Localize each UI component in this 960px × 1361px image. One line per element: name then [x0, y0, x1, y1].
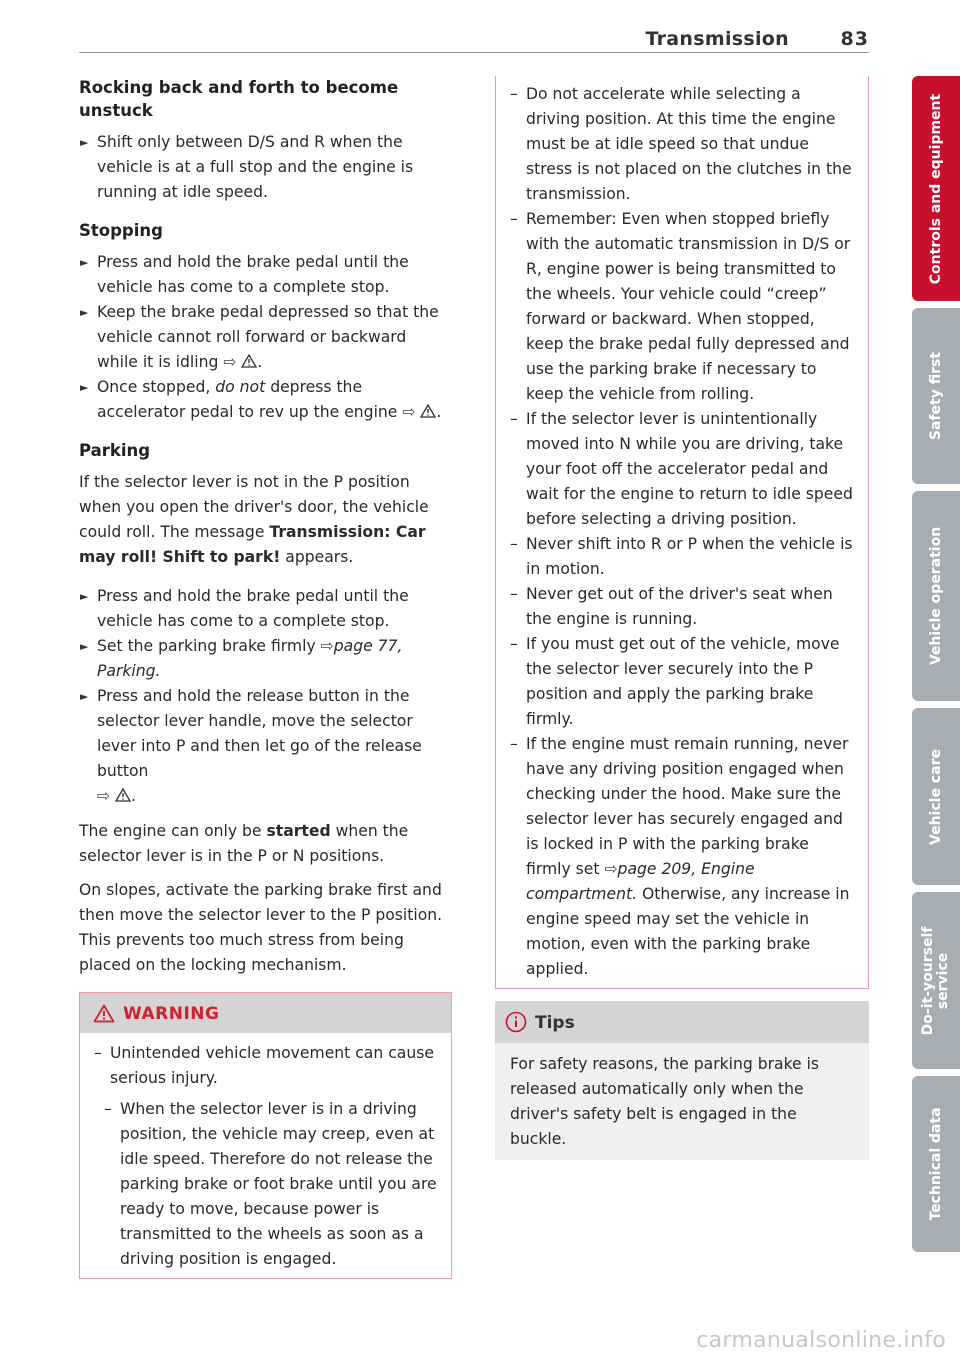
warning-item-text: Do not accelerate while selecting a driving position. At this time the engine must be at idle speed so that undue stress is not placed on the clutches in the transmission.	[526, 85, 852, 203]
slopes-note: On slopes, activate the parking brake first and then move the selector lever to the P position. This prevents too much stress from being placed on the locking mechanism.	[79, 881, 443, 974]
start-note-bold: started	[266, 822, 331, 840]
tab-vehicle-care[interactable]	[912, 708, 960, 885]
step-item	[79, 250, 452, 300]
left-column	[79, 76, 452, 1279]
warning-triangle-icon[interactable]	[241, 354, 257, 368]
warning-triangle-icon[interactable]	[115, 788, 131, 802]
warning-item	[94, 1041, 437, 1091]
step-text-post: depress the accelerator pedal to rev up the engine	[97, 378, 398, 421]
warning-item-text: When the selector lever is in a driving position, the vehicle may creep, even at idle speed. Therefore do not release the parking brake or foot brake until you are ready to move, because power is transmitted to the wheels as soon as a driving position is engaged.	[120, 1100, 437, 1268]
start-note-post: when the selector lever is in the P or N positions.	[79, 822, 409, 865]
step-item: ► Keep the brake pedal depressed so that the vehicle cannot roll forward or backward while it is idling ⇨ .	[79, 300, 452, 375]
parking-intro-text: If the selector lever is not in the P position when you open the driver's door, the vehicle could roll. The message	[79, 473, 429, 541]
info-icon	[505, 1011, 527, 1033]
dash-marker: –	[104, 1100, 112, 1118]
tips-title: Tips	[535, 1013, 575, 1033]
step-text: Set the parking brake firmly	[97, 637, 316, 655]
dash-marker: –	[510, 735, 518, 753]
tab-label: Technical data	[928, 1107, 944, 1221]
warning-item-text: Remember: Even when stopped briefly with the automatic transmission in D/S or R, engine power is being transmitted to the wheels. Your vehicle could “creep” forward or backward. When stopped, keep the brake pedal fully depressed and use the parking brake if necessary to keep the vehicle from rolling.	[526, 210, 851, 403]
parking-intro	[79, 470, 452, 570]
dash-marker: –	[94, 1044, 102, 1062]
page-reference-link[interactable]: page 209, Engine compartment.	[526, 860, 755, 903]
rocking-steps	[79, 130, 452, 205]
tab-vehicle-operation[interactable]	[912, 491, 960, 701]
warning-item-text-end: Otherwise, any increase in engine speed may set the vehicle in motion, even with the parking brake applied.	[526, 885, 850, 978]
warning-continued-box	[495, 76, 869, 989]
heading-stopping: Stopping	[79, 221, 163, 240]
warning-item-text: If the engine must remain running, never have any driving position engaged when checking under the hood. Make sure the selector lever has securely engaged and is locked in P with the parking brake firmly set	[526, 735, 849, 878]
dash-marker: –	[510, 210, 518, 228]
page-number: 83	[840, 28, 869, 50]
emphasis-text: do not	[215, 378, 266, 396]
ref-arrow-icon[interactable]: ⇨	[402, 403, 421, 421]
tips-text: For safety reasons, the parking brake is released automatically only when the driver's safety belt is engaged in the buckle.	[495, 1043, 869, 1160]
step-item: ► Press and hold the release button in the selector lever handle, move the selector lever into P and then let go of the release button ⇨ .	[79, 684, 452, 809]
dash-marker: –	[510, 85, 518, 103]
warning-item	[510, 407, 854, 532]
ref-arrow-icon[interactable]: ⇨	[223, 353, 242, 371]
step-arrow-icon: ►	[80, 640, 89, 653]
parking-message: Transmission: Car may roll! Shift to park!	[79, 523, 426, 566]
tab-controls-and-equipment[interactable]	[912, 76, 960, 301]
ref-arrow-icon[interactable]: ⇨	[604, 860, 618, 878]
tab-label: Vehicle care	[928, 748, 944, 845]
warning-item-text: Unintended vehicle movement can cause serious injury.	[110, 1044, 434, 1087]
step-text-pre: Once stopped,	[97, 378, 211, 396]
step-arrow-icon: ►	[80, 256, 89, 269]
step-text: Press and hold the brake pedal until the vehicle has come to a complete stop.	[97, 253, 409, 296]
heading-rocking: Rocking back and forth to become unstuck	[79, 78, 399, 120]
ref-arrow-icon[interactable]: ⇨	[320, 637, 334, 655]
tab-technical-data[interactable]	[912, 1076, 960, 1252]
watermark: carmanualsonline.info	[696, 1328, 946, 1353]
step-arrow-icon: ►	[80, 590, 89, 603]
ref-arrow-icon[interactable]: ⇨	[97, 787, 116, 805]
step-text: Press and hold the release button in the selector lever handle, move the selector lever into P and then let go of the release button	[97, 687, 422, 780]
step-item	[79, 584, 452, 634]
page-reference-link[interactable]: page 77, Parking.	[97, 637, 403, 680]
stopping-steps	[79, 250, 452, 425]
warning-box	[79, 992, 452, 1279]
tips-box	[495, 1001, 869, 1160]
warning-item-text: Never shift into R or P when the vehicle is in motion.	[526, 535, 853, 578]
tab-label: Controls and equipment	[928, 93, 944, 284]
start-note-pre: The engine can only be	[79, 822, 262, 840]
warning-item-text: If the selector lever is unintentionally moved into N while you are driving, take your foot off the accelerator pedal and wait for the engine to return to idle speed before selecting a driving position.	[526, 410, 853, 528]
right-column	[495, 76, 869, 1160]
warning-header	[80, 993, 451, 1033]
step-arrow-icon: ►	[80, 136, 89, 149]
warning-item-text: Never get out of the driver's seat when the engine is running.	[526, 585, 833, 628]
warning-item	[510, 732, 854, 982]
step-text: Press and hold the brake pedal until the vehicle has come to a complete stop.	[97, 587, 409, 630]
warning-item	[510, 82, 854, 207]
tips-header	[495, 1001, 869, 1043]
tab-safety-first[interactable]	[912, 308, 960, 484]
parking-steps	[79, 584, 452, 809]
warning-item	[510, 532, 854, 582]
warning-triangle-icon[interactable]	[420, 404, 436, 418]
dash-marker: –	[510, 410, 518, 428]
tab-label: Do-it-yourself service	[920, 926, 951, 1035]
warning-item-text: If you must get out of the vehicle, move the selector lever securely into the P position and apply the parking brake firmly.	[526, 635, 840, 728]
step-item	[79, 634, 452, 684]
warning-item	[510, 582, 854, 632]
tab-label: Safety first	[928, 351, 944, 441]
step-item: ► Once stopped, do not depress the accelerator pedal to rev up the engine ⇨ .	[79, 375, 452, 425]
warning-triangle-icon	[93, 1004, 115, 1023]
step-arrow-icon: ►	[80, 381, 89, 394]
step-arrow-icon: ►	[80, 690, 89, 703]
dash-marker: –	[510, 635, 518, 653]
warning-item	[510, 632, 854, 732]
step-text: Keep the brake pedal depressed so that the vehicle cannot roll forward or backward while it is idling	[97, 303, 439, 371]
warning-title: WARNING	[123, 1004, 220, 1024]
section-title: Transmission	[645, 28, 789, 50]
page-header	[79, 22, 869, 53]
dash-marker: –	[510, 535, 518, 553]
engine-start-note	[79, 819, 452, 869]
warning-item	[104, 1097, 437, 1272]
warning-item	[510, 207, 854, 407]
warning-body	[80, 1033, 451, 1278]
step-item	[79, 130, 452, 205]
step-text: Shift only between D/S and R when the vehicle is at a full stop and the engine is running at idle speed.	[97, 133, 414, 201]
tab-label: Vehicle operation	[928, 526, 944, 666]
dash-marker: –	[510, 585, 518, 603]
tab-do-it-yourself-service[interactable]	[912, 892, 960, 1069]
parking-intro-end: appears.	[285, 548, 354, 566]
step-arrow-icon: ►	[80, 306, 89, 319]
heading-parking: Parking	[79, 441, 151, 460]
